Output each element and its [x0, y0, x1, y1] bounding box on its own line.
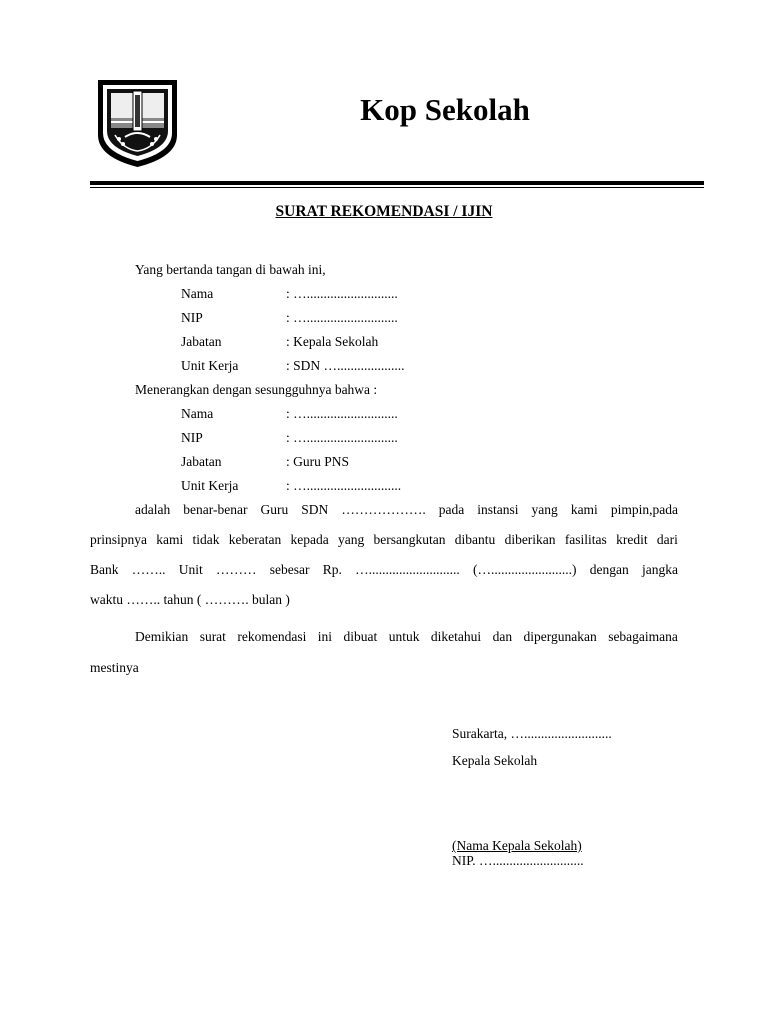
body-line-1: [135, 502, 678, 518]
headmaster-nip: NIP. …...........................: [452, 853, 584, 868]
word: dengan: [589, 562, 629, 577]
word: kredit: [616, 532, 648, 547]
word: pada: [438, 502, 465, 517]
word: Bank: [90, 562, 119, 577]
word: sebagaimana: [608, 629, 678, 644]
subject-unit-label: Unit Kerja: [181, 478, 239, 493]
word: Demikian: [135, 629, 189, 644]
signer-nip-label: NIP: [181, 310, 203, 325]
word: keberatan: [228, 532, 282, 547]
headmaster-name: (Nama Kepala Sekolah): [452, 838, 582, 853]
word: dari: [656, 532, 678, 547]
word: instansi: [477, 502, 519, 517]
subject-nip-value: : …...........................: [286, 430, 398, 445]
word: diketahui: [430, 629, 482, 644]
word: dan: [492, 629, 513, 644]
word: dibantu: [454, 532, 496, 547]
word: dipergunakan: [523, 629, 597, 644]
word: fasilitas: [564, 532, 607, 547]
word: kami: [156, 532, 184, 547]
word: untuk: [388, 629, 420, 644]
body-line-4: [90, 592, 290, 608]
word: diberikan: [504, 532, 556, 547]
word: …...........................: [355, 562, 460, 577]
word: yang: [338, 532, 365, 547]
signer-name-value: : …...........................: [286, 286, 398, 301]
word: rekomendasi: [237, 629, 307, 644]
body-line-3: [90, 562, 678, 578]
word: kepada: [290, 532, 329, 547]
word: ……..: [131, 562, 166, 577]
signer-unit-value: : SDN …....................: [286, 358, 405, 373]
word: dibuat: [343, 629, 378, 644]
subject-name-label: Nama: [181, 406, 214, 421]
word: Guru: [260, 502, 289, 517]
document-title: SURAT REKOMENDASI / IJIN: [275, 203, 493, 220]
word: ……………….: [341, 502, 426, 517]
signer-nip-value: : …...........................: [286, 310, 398, 325]
signer-position-value: : Kepala Sekolah: [286, 334, 379, 349]
word: benar-benar: [183, 502, 248, 517]
school-crest-logo: [95, 77, 180, 169]
states-line: Menerangkan dengan sesungguhnya bahwa :: [135, 382, 378, 397]
letterhead-rule-thin: [90, 187, 704, 188]
word: (…........................): [473, 562, 577, 577]
signer-unit-label: Unit Kerja: [181, 358, 239, 373]
word: SDN: [301, 502, 329, 517]
word: Rp.: [322, 562, 342, 577]
word: pimpin,pada: [610, 502, 678, 517]
place-date: Surakarta, …..........................: [452, 726, 612, 741]
closing-line-1: [135, 629, 678, 645]
word: sebesar: [269, 562, 310, 577]
signer-position-title: Kepala Sekolah: [452, 753, 538, 768]
word: bersangkutan: [373, 532, 446, 547]
word: jangka: [642, 562, 678, 577]
subject-unit-value: : …............................: [286, 478, 402, 493]
word: Unit: [178, 562, 203, 577]
word: waktu …….. tahun ( ………. bulan ): [90, 592, 290, 607]
signer-position-label: Jabatan: [181, 334, 222, 349]
letterhead-title: Kop Sekolah: [360, 92, 530, 127]
word: kami: [570, 502, 598, 517]
word: prinsipnya: [90, 532, 147, 547]
word: ………: [216, 562, 257, 577]
intro-text: Yang bertanda tangan di bawah ini,: [135, 262, 326, 277]
body-line-2: [90, 532, 678, 548]
word: yang: [531, 502, 558, 517]
letterhead-rule-thick: [90, 181, 704, 185]
signer-name-label: Nama: [181, 286, 214, 301]
subject-position-label: Jabatan: [181, 454, 222, 469]
word: mestinya: [90, 660, 139, 675]
word: surat: [199, 629, 226, 644]
word: tidak: [192, 532, 220, 547]
closing-line-2: [90, 660, 139, 676]
subject-name-value: : …...........................: [286, 406, 398, 421]
subject-nip-label: NIP: [181, 430, 203, 445]
word: adalah: [135, 502, 171, 517]
word: ini: [317, 629, 333, 644]
subject-position-value: : Guru PNS: [286, 454, 350, 469]
